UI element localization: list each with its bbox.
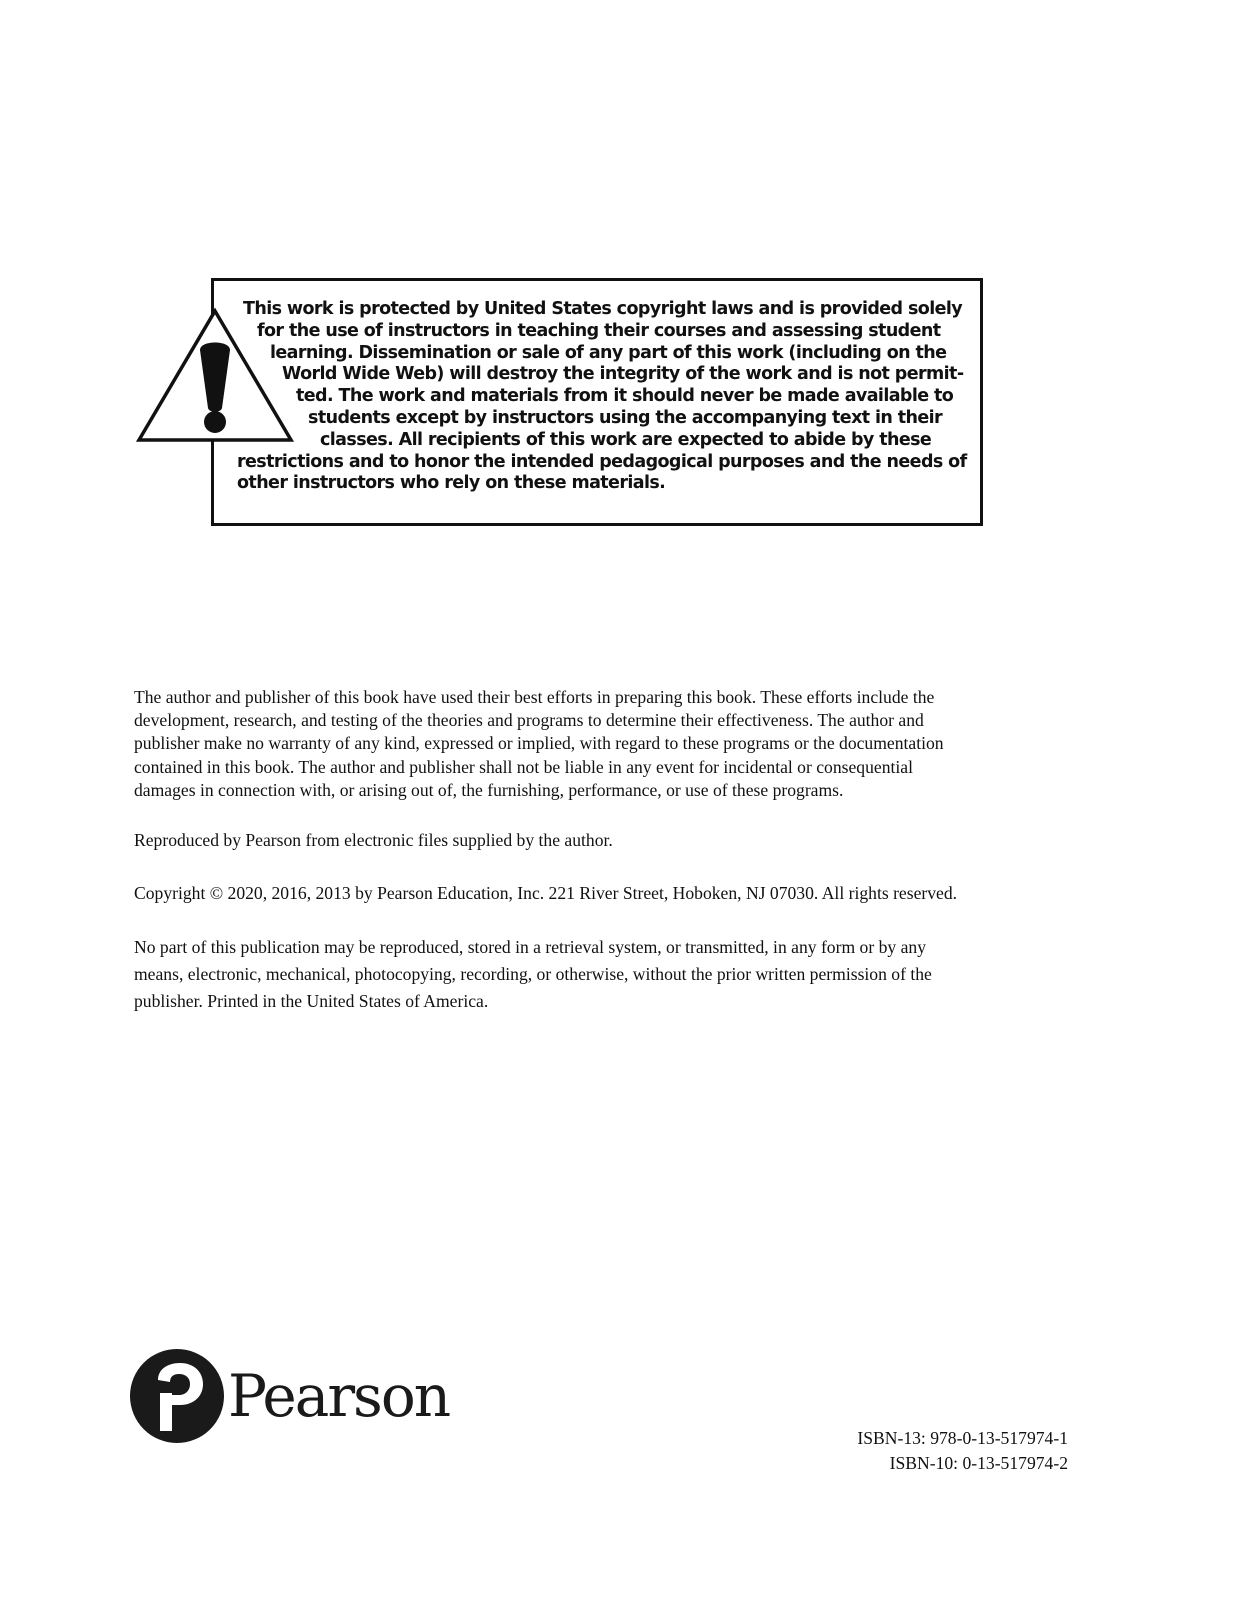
copyright-line: [134, 882, 1074, 905]
rights-paragraph: [134, 934, 1074, 1015]
disclaimer-line: publisher make no warranty of any kind, expressed or implied, with regard to these programs or the documentation: [134, 733, 944, 754]
disclaimer-line: damages in connection with, or arising out of, the furnishing, performance, or use of these programs.: [134, 779, 844, 800]
notice-line: classes. All recipients of this work are expected to abide by these: [320, 429, 932, 450]
notice-line: This work is protected by United States copyright laws and is provided solely: [243, 299, 963, 319]
isbn-block: [857, 1426, 1068, 1476]
copyright-text: Copyright © 2020, 2016, 2013 by Pearson Education, Inc. 221 River Street, Hoboken, NJ 07030. All rights reserved.: [134, 883, 958, 903]
copyright-notice-text: [226, 299, 967, 495]
notice-line: ted. The work and materials from it should never be made available to: [296, 386, 954, 407]
rights-line: publisher. Printed in the United States of America.: [134, 991, 489, 1011]
notice-line: for the use of instructors in teaching their courses and assessing student: [257, 320, 941, 341]
notice-line: restrictions and to honor the intended pedagogical purposes and the needs of: [237, 451, 967, 472]
rights-line: means, electronic, mechanical, photocopying, recording, or otherwise, without the prior written permission of the: [134, 964, 932, 984]
publisher-logo: [128, 1347, 448, 1447]
isbn-10: ISBN-10: 0-13-517974-2: [889, 1453, 1068, 1473]
notice-line: learning. Dissemination or sale of any part of this work (including on the: [270, 342, 947, 363]
notice-line: other instructors who rely on these materials.: [237, 473, 666, 494]
isbn-13: ISBN-13: 978-0-13-517974-1: [857, 1428, 1068, 1448]
notice-line: World Wide Web) will destroy the integrity of the work and is not permit-: [282, 364, 964, 385]
reproduced-text: Reproduced by Pearson from electronic files supplied by the author.: [134, 830, 613, 850]
notice-line: students except by instructors using the accompanying text in their: [308, 407, 943, 428]
disclaimer-line: contained in this book. The author and publisher shall not be liable in any event for incidental or consequential: [134, 756, 913, 777]
reproduced-note: [134, 829, 1074, 852]
pearson-wordmark: Pearson: [228, 1362, 450, 1430]
disclaimer-line: development, research, and testing of the theories and programs to determine their effectiveness. The author and: [134, 710, 924, 731]
disclaimer-line: The author and publisher of this book have used their best efforts in preparing this book. These efforts include the: [134, 687, 935, 707]
pearson-logo-icon: [128, 1347, 226, 1445]
rights-line: No part of this publication may be reproduced, stored in a retrieval system, or transmitted, in any form or by any: [134, 937, 926, 957]
disclaimer-paragraph: [134, 686, 1074, 802]
